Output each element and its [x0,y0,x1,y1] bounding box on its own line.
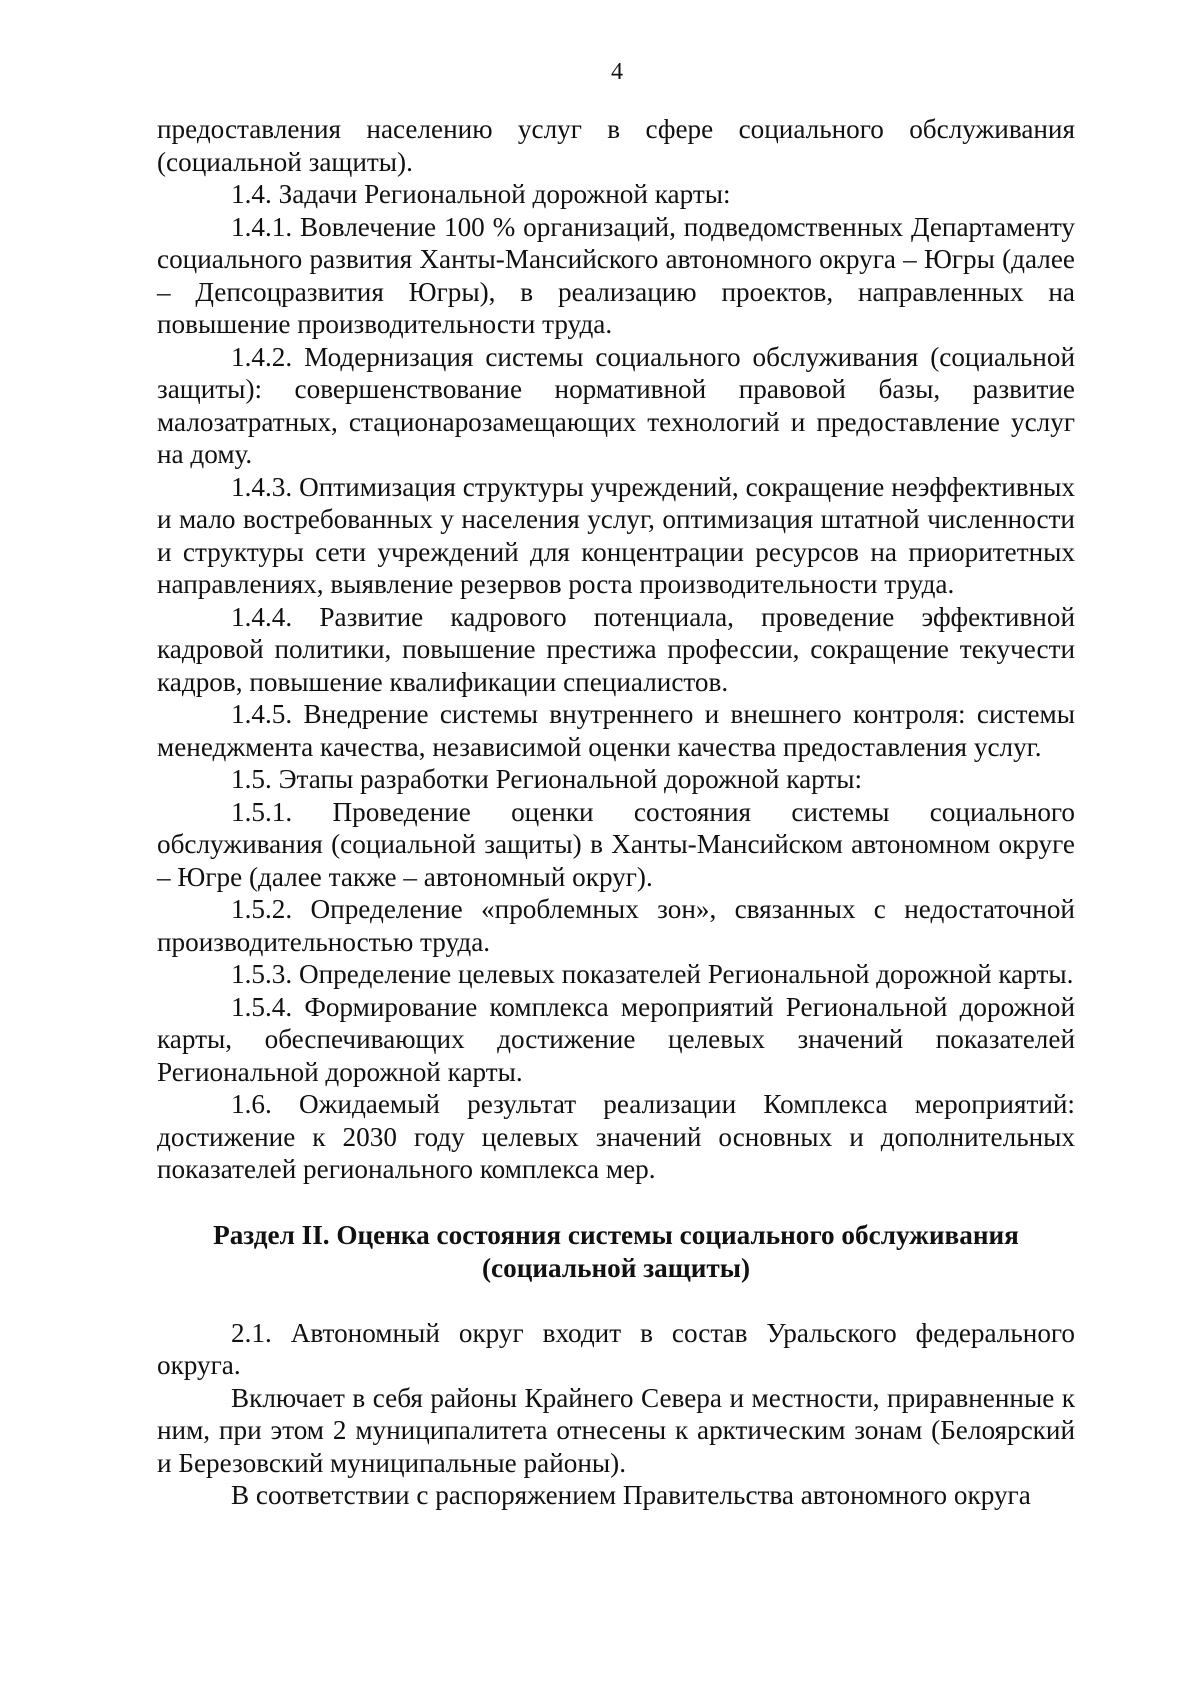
page-number: 4 [611,59,623,85]
paragraph-1-5-3: 1.5.3. Определение целевых показателей Региональной дорожной карты. [231,959,1074,989]
paragraph-1-4-1: 1.4.1. Вовлечение 100 % организаций, подведомственных Департаменту социального развития Ханты-Мансийского автономного округа – Югры (далее – Депсоцразвития Югры), в реализацию проектов, направленных на повышение производительности труда. [157,211,1075,339]
paragraph-1-6: 1.6. Ожидаемый результат реализации Комплекса мероприятий: достижение к 2030 году целевых значений основных и дополнительных показателей регионального комплекса мер. [157,1089,1075,1184]
paragraph-1-5: 1.5. Этапы разработки Региональной дорожной карты: [231,764,863,794]
paragraph-1-5-4: 1.5.4. Формирование комплекса мероприятий Региональной дорожной карты, обеспечивающих достижение целевых значений показателей Региональной дорожной карты. [157,991,1075,1087]
paragraph-1-4-3: 1.4.3. Оптимизация структуры учреждений, сокращение неэффективных и мало востребованных у населения услуг, оптимизация штатной численности и структуры сети учреждений для концентрации ресурсов на приоритетных направлениях, выявление резервов роста производительности труда. [157,471,1075,599]
paragraph-order: В соответствии с распоряжением Правительства автономного округа [231,1480,1031,1510]
paragraph-1-4: 1.4. Задачи Региональной дорожной карты: [231,179,731,209]
paragraph-1-4-2: 1.4.2. Модернизация системы социального обслуживания (социальной защиты): совершенствование нормативной правовой базы, развитие малозатратных, стационарозамещающих технологий и предоставление услуг на дому. [157,341,1075,469]
paragraph-continuation: предоставления населению услуг в сфере социального обслуживания (социальной защиты). [157,114,1075,177]
paragraph-2-1: 2.1. Автономный округ входит в состав Уральского федерального округа. [157,1317,1075,1380]
paragraph-1-5-1: 1.5.1. Проведение оценки состояния системы социального обслуживания (социальной защиты) в Ханты-Мансийском автономном округе – Югре (далее также – автономный округ). [157,796,1075,892]
paragraph-1-4-5: 1.4.5. Внедрение системы внутреннего и внешнего контроля: системы менеджмента качества, независимой оценки качества предоставления услуг. [157,699,1075,762]
paragraph-1-4-4: 1.4.4. Развитие кадрового потенциала, проведение эффективной кадровой политики, повышение престижа профессии, сокращение текучести кадров, повышение квалификации специалистов. [157,601,1075,697]
section-heading [157,1219,1075,1285]
paragraph-1-5-2: 1.5.2. Определение «проблемных зон», связанных с недостаточной производительностью труда. [157,894,1075,957]
section-heading-line-2: (социальной защиты) [482,1252,750,1283]
document-body [157,113,1075,1512]
paragraph-regions: Включает в себя районы Крайнего Севера и местности, приравненные к ним, при этом 2 муниципалитета отнесены к арктическим зонам (Белоярский и Березовский муниципальные районы). [157,1382,1075,1478]
section-heading-line-1: Раздел II. Оценка состояния системы социального обслуживания [213,1219,1019,1250]
